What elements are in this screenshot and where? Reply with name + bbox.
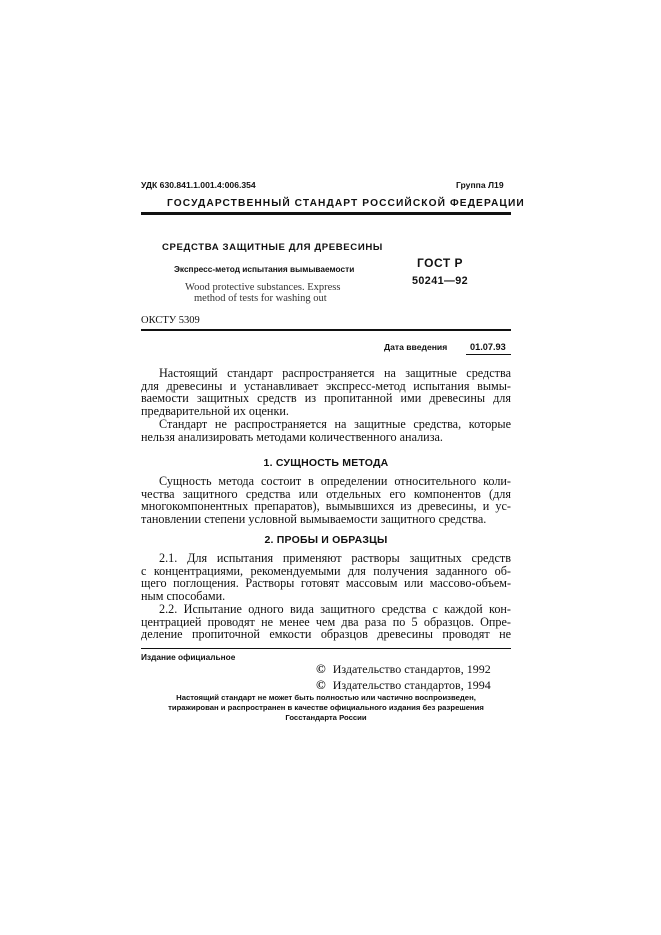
- document-title: СРЕДСТВА ЗАЩИТНЫЕ ДЛЯ ДРЕВЕСИНЫ: [162, 242, 383, 253]
- section-1-paragraph: [141, 475, 511, 525]
- copyright-text: Издательство стандартов, 1994: [332, 678, 491, 692]
- copyright-line-1: [316, 661, 491, 677]
- official-edition-label: Издание официальное: [141, 652, 236, 662]
- intro-date-label: Дата введения: [384, 342, 448, 352]
- text-line: ным способами.: [141, 588, 226, 603]
- text-line: предварительной их оценки.: [141, 403, 289, 418]
- text-line: Сущность метода состоит в определении относительного коли-: [159, 474, 511, 488]
- english-title-line1: Wood protective substances. Express: [185, 282, 341, 293]
- text-line: с концентрациями, рекомендуемыми для получения заданного об-: [141, 563, 511, 578]
- copyright-icon: ©: [316, 677, 326, 692]
- reproduction-notice-line2: тиражирован и распространен в качестве официального издания без разрешения: [168, 703, 484, 712]
- reproduction-notice-line1: Настоящий стандарт не может быть полностью или частично воспроизведен,: [176, 693, 476, 702]
- text-line: для древесины и устанавливает экспресс-метод испытания вымы-: [141, 378, 511, 393]
- okstu-code: ОКСТУ 5309: [141, 315, 200, 326]
- intro-date-value: 01.07.93: [470, 342, 506, 352]
- text-line: 2.1. Для испытания применяют растворы защитных средств: [159, 551, 511, 565]
- header-rule: [141, 212, 511, 215]
- section-1-heading: 1. СУЩНОСТЬ МЕТОДА: [263, 457, 389, 469]
- section-2-heading: 2. ПРОБЫ И ОБРАЗЦЫ: [264, 534, 388, 546]
- text-line: деление пропиточной емкости образцов древесины проводят не: [141, 627, 511, 642]
- copyright-line-2: [316, 677, 491, 693]
- reproduction-notice-line3: Госстандарта России: [285, 713, 367, 722]
- copyright-text: Издательство стандартов, 1992: [332, 662, 491, 676]
- text-line: ваемости защитных средств из пропитанной ими древесины для: [141, 391, 511, 406]
- text-line: Настоящий стандарт распространяется на защитные средства: [159, 366, 511, 380]
- intro-paragraph-2: [141, 418, 511, 443]
- text-line: 2.2. Испытание одного вида защитного средства с каждой кон-: [159, 602, 511, 616]
- text-line: чества защитного средства или отдельных его компонентов (для: [141, 486, 511, 501]
- text-line: щего поглощения. Растворы готовят массовым или массово-объем-: [141, 576, 511, 591]
- section-2-paragraph-2: [141, 603, 511, 641]
- text-line: центрацией проводят не менее чем два раза по 5 образцов. Опре-: [141, 614, 511, 629]
- text-line: нельзя анализировать методами количественного анализа.: [141, 429, 443, 444]
- footer-rule: [141, 648, 511, 649]
- title-block-rule: [141, 329, 511, 331]
- group-code: Группа Л19: [456, 180, 504, 190]
- copyright-icon: ©: [316, 661, 326, 676]
- text-line: Стандарт не распространяется на защитные средства, которые: [159, 417, 511, 431]
- english-title-line2: method of tests for washing out: [194, 293, 327, 304]
- text-line: многокомпонентных препаратов), вымывшихся из древесины, и ус-: [141, 499, 511, 514]
- document-subtitle: Экспресс-метод испытания вымываемости: [174, 264, 355, 274]
- gost-label: ГОСТ Р: [417, 256, 464, 270]
- state-standard-heading: ГОСУДАРСТВЕННЫЙ СТАНДАРТ РОССИЙСКОЙ ФЕДЕРАЦИИ: [167, 198, 525, 209]
- intro-date-underline: [466, 354, 511, 355]
- intro-paragraph-1: [141, 367, 511, 417]
- gost-number: 50241—92: [412, 275, 469, 287]
- udk-code: УДК 630.841.1.001.4:006.354: [141, 180, 256, 190]
- section-2-paragraph-1: [141, 552, 511, 602]
- text-line: тановлении степени условной вымываемости защитного средства.: [141, 511, 487, 526]
